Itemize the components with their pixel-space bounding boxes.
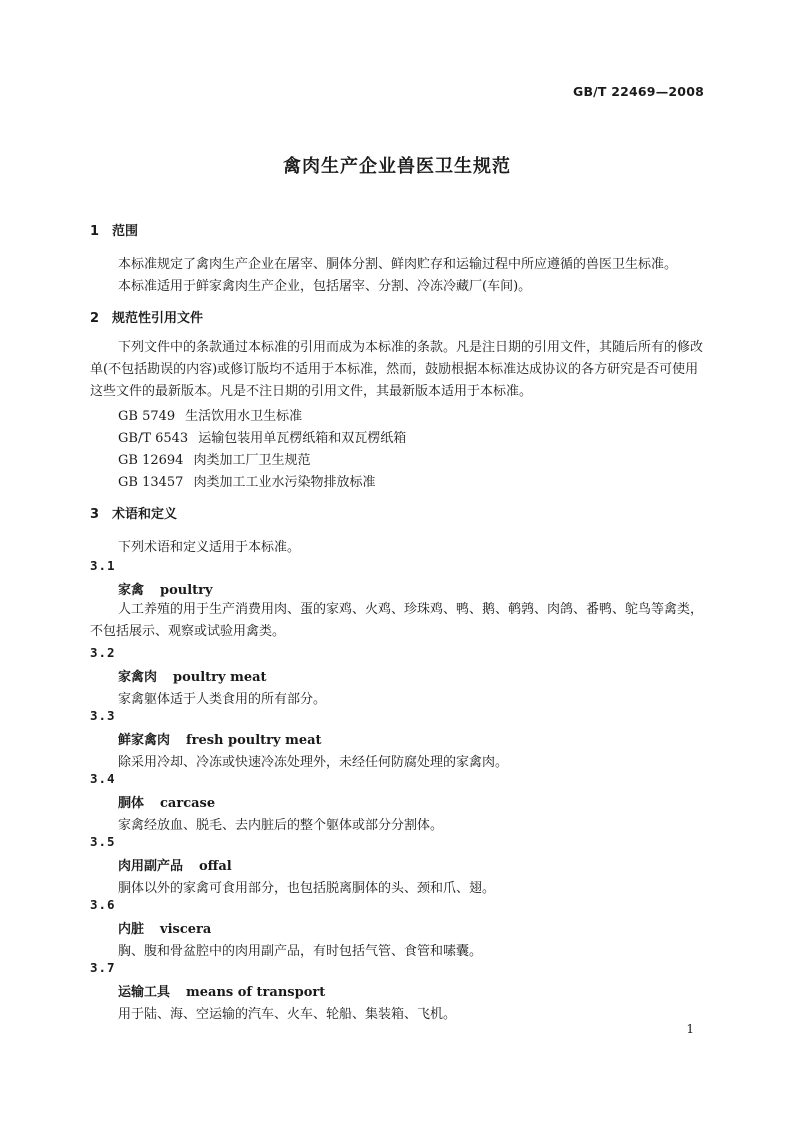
term-number: 3.7: [90, 960, 116, 975]
term-zh: 内脏: [118, 922, 145, 937]
term-number: 3.5: [90, 834, 116, 849]
reference-name: 肉类加工工业水污染物排放标准: [193, 475, 376, 490]
reference-name: 肉类加工厂卫生规范: [193, 453, 311, 468]
section-1-heading: [90, 220, 138, 239]
section-number: 3: [90, 507, 100, 522]
term-definition: 胴体以外的家禽可食用部分，也包括脱离胴体的头、颈和爪、翅。: [118, 881, 496, 896]
term-title: [118, 666, 267, 685]
term-en: carcase: [160, 796, 216, 811]
term-zh: 运输工具: [118, 985, 171, 1000]
term-number: 3.1: [90, 558, 116, 573]
term-definition: 人工养殖的用于生产消费用肉、蛋的家鸡、火鸡、珍珠鸡、鸭、鹅、鹌鹑、肉鸽、番鸭、鸵鸟等禽类，不包括展示、观察或试验用禽类。: [90, 602, 704, 639]
term-title: [118, 729, 322, 748]
term-en: viscera: [160, 922, 212, 937]
reference-item: [118, 471, 375, 490]
section-title: 范围: [112, 224, 139, 239]
term-number: 3.6: [90, 897, 116, 912]
references-paragraph: 下列文件中的条款通过本标准的引用而成为本标准的条款。凡是注日期的引用文件，其随后所有的修改单(不包括勘误的内容)或修订版均不适用于本标准，然而，鼓励根据本标准达成协议的各方研究是否可使用这些文件的最新版本。凡是不注日期的引用文件，其最新版本适用于本标准。: [90, 340, 704, 399]
standard-code: GB/T 22469—2008: [572, 84, 704, 99]
reference-item: [118, 427, 406, 446]
section-2-heading: [90, 307, 203, 326]
term-en: fresh poultry meat: [186, 733, 322, 748]
term-zh: 肉用副产品: [118, 859, 184, 874]
term-title: [118, 918, 211, 937]
term-en: poultry meat: [173, 670, 267, 685]
term-definition: 用于陆、海、空运输的汽车、火车、轮船、集装箱、飞机。: [118, 1007, 457, 1022]
term-zh: 鲜家禽肉: [118, 733, 171, 748]
term-definition: 除采用冷却、冷冻或快速冷冻处理外，未经任何防腐处理的家禽肉。: [118, 755, 509, 770]
term-en: poultry: [160, 583, 213, 598]
term-en: offal: [199, 859, 232, 874]
terms-intro: 下列术语和定义适用于本标准。: [118, 540, 301, 555]
term-number: 3.2: [90, 645, 116, 660]
reference-code: GB 13457: [118, 475, 184, 490]
term-title: [118, 981, 325, 1000]
term-definition: 家禽经放血、脱毛、去内脏后的整个躯体或部分分割体。: [118, 818, 444, 833]
term-number: 3.3: [90, 708, 116, 723]
term-title: [118, 792, 215, 811]
reference-code: GB 12694: [118, 453, 184, 468]
reference-code: GB/T 6543: [118, 431, 189, 446]
section-number: 1: [90, 224, 100, 239]
reference-name: 生活饮用水卫生标准: [185, 409, 303, 424]
scope-paragraph-1: 本标准规定了禽肉生产企业在屠宰、胴体分割、鲜肉贮存和运输过程中所应遵循的兽医卫生标准。: [118, 257, 678, 272]
term-definition: 胸、腹和骨盆腔中的肉用副产品，有时包括气管、食管和嗉囊。: [118, 944, 483, 959]
section-3-heading: [90, 503, 177, 522]
term-number: 3.4: [90, 771, 116, 786]
scope-paragraph-2: 本标准适用于鲜家禽肉生产企业，包括屠宰、分割、冷冻冷藏厂(车间)。: [118, 279, 532, 294]
term-en: means of transport: [186, 985, 326, 1000]
term-zh: 胴体: [118, 796, 145, 811]
section-title: 术语和定义: [112, 507, 178, 522]
reference-code: GB 5749: [118, 409, 176, 424]
reference-item: [118, 449, 310, 468]
section-title: 规范性引用文件: [112, 311, 204, 326]
term-zh: 家禽肉: [118, 670, 158, 685]
term-zh: 家禽: [118, 583, 145, 598]
page-number: 1: [686, 1022, 694, 1036]
reference-name: 运输包装用单瓦楞纸箱和双瓦楞纸箱: [198, 431, 407, 446]
term-title: [118, 579, 213, 598]
section-number: 2: [90, 311, 100, 326]
document-title: 禽肉生产企业兽医卫生规范: [283, 156, 511, 177]
term-title: [118, 855, 232, 874]
term-definition: 家禽躯体适于人类食用的所有部分。: [118, 692, 327, 707]
reference-item: [118, 405, 302, 424]
